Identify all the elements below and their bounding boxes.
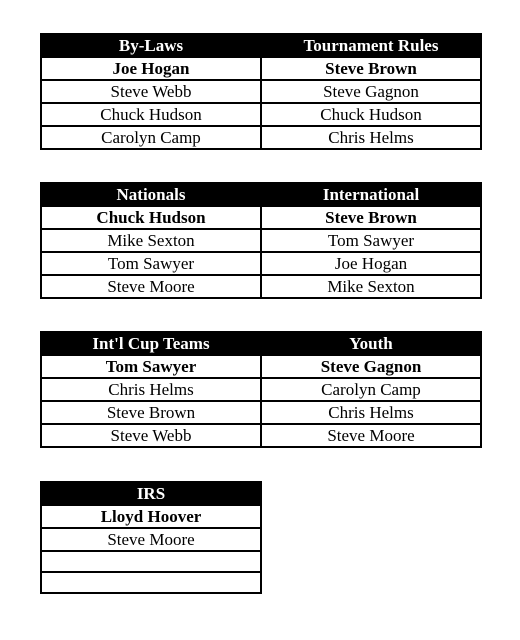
committee-title: Int'l Cup Teams bbox=[41, 332, 261, 355]
member-row bbox=[41, 126, 481, 149]
committee-member: Mike Sexton bbox=[41, 229, 261, 252]
member-row bbox=[41, 103, 481, 126]
committee-title: By-Laws bbox=[41, 34, 261, 57]
member-row bbox=[41, 229, 481, 252]
member-row bbox=[41, 275, 481, 298]
committee-chair: Steve Brown bbox=[261, 206, 481, 229]
member-row bbox=[41, 528, 261, 551]
committee-table-irs bbox=[40, 481, 262, 594]
committee-member: Chuck Hudson bbox=[261, 103, 481, 126]
header-row bbox=[41, 183, 481, 206]
committee-member: Steve Moore bbox=[261, 424, 481, 447]
committee-chair: Chuck Hudson bbox=[41, 206, 261, 229]
member-row bbox=[41, 401, 481, 424]
chair-row bbox=[41, 206, 481, 229]
committee-table-bylaws-tournament bbox=[40, 33, 482, 150]
committee-member: Steve Moore bbox=[41, 528, 261, 551]
member-row bbox=[41, 424, 481, 447]
committee-chair: Tom Sawyer bbox=[41, 355, 261, 378]
committee-member: Mike Sexton bbox=[261, 275, 481, 298]
committee-member: Tom Sawyer bbox=[261, 229, 481, 252]
chair-row bbox=[41, 505, 261, 528]
committee-member: Carolyn Camp bbox=[261, 378, 481, 401]
member-row bbox=[41, 378, 481, 401]
chair-row bbox=[41, 57, 481, 80]
committee-member bbox=[41, 551, 261, 572]
committee-member: Chris Helms bbox=[41, 378, 261, 401]
committee-member: Chris Helms bbox=[261, 126, 481, 149]
committee-table-nationals-international bbox=[40, 182, 482, 299]
committee-member: Steve Moore bbox=[41, 275, 261, 298]
member-row bbox=[41, 80, 481, 103]
committee-member bbox=[41, 572, 261, 593]
member-row bbox=[41, 551, 261, 572]
chair-row bbox=[41, 355, 481, 378]
committee-chair: Lloyd Hoover bbox=[41, 505, 261, 528]
committee-title: Tournament Rules bbox=[261, 34, 481, 57]
committee-chair: Steve Gagnon bbox=[261, 355, 481, 378]
committee-member: Carolyn Camp bbox=[41, 126, 261, 149]
committee-table-intlcup-youth bbox=[40, 331, 482, 448]
committee-title: IRS bbox=[41, 482, 261, 505]
header-row bbox=[41, 34, 481, 57]
member-row bbox=[41, 252, 481, 275]
committee-member: Steve Gagnon bbox=[261, 80, 481, 103]
committee-member: Chuck Hudson bbox=[41, 103, 261, 126]
committee-member: Tom Sawyer bbox=[41, 252, 261, 275]
committee-member: Joe Hogan bbox=[261, 252, 481, 275]
committee-member: Chris Helms bbox=[261, 401, 481, 424]
committee-member: Steve Webb bbox=[41, 424, 261, 447]
committee-member: Steve Webb bbox=[41, 80, 261, 103]
header-row bbox=[41, 482, 261, 505]
committee-title: Youth bbox=[261, 332, 481, 355]
header-row bbox=[41, 332, 481, 355]
committee-title: International bbox=[261, 183, 481, 206]
committee-chair: Steve Brown bbox=[261, 57, 481, 80]
committee-title: Nationals bbox=[41, 183, 261, 206]
committee-chair: Joe Hogan bbox=[41, 57, 261, 80]
committee-member: Steve Brown bbox=[41, 401, 261, 424]
member-row bbox=[41, 572, 261, 593]
